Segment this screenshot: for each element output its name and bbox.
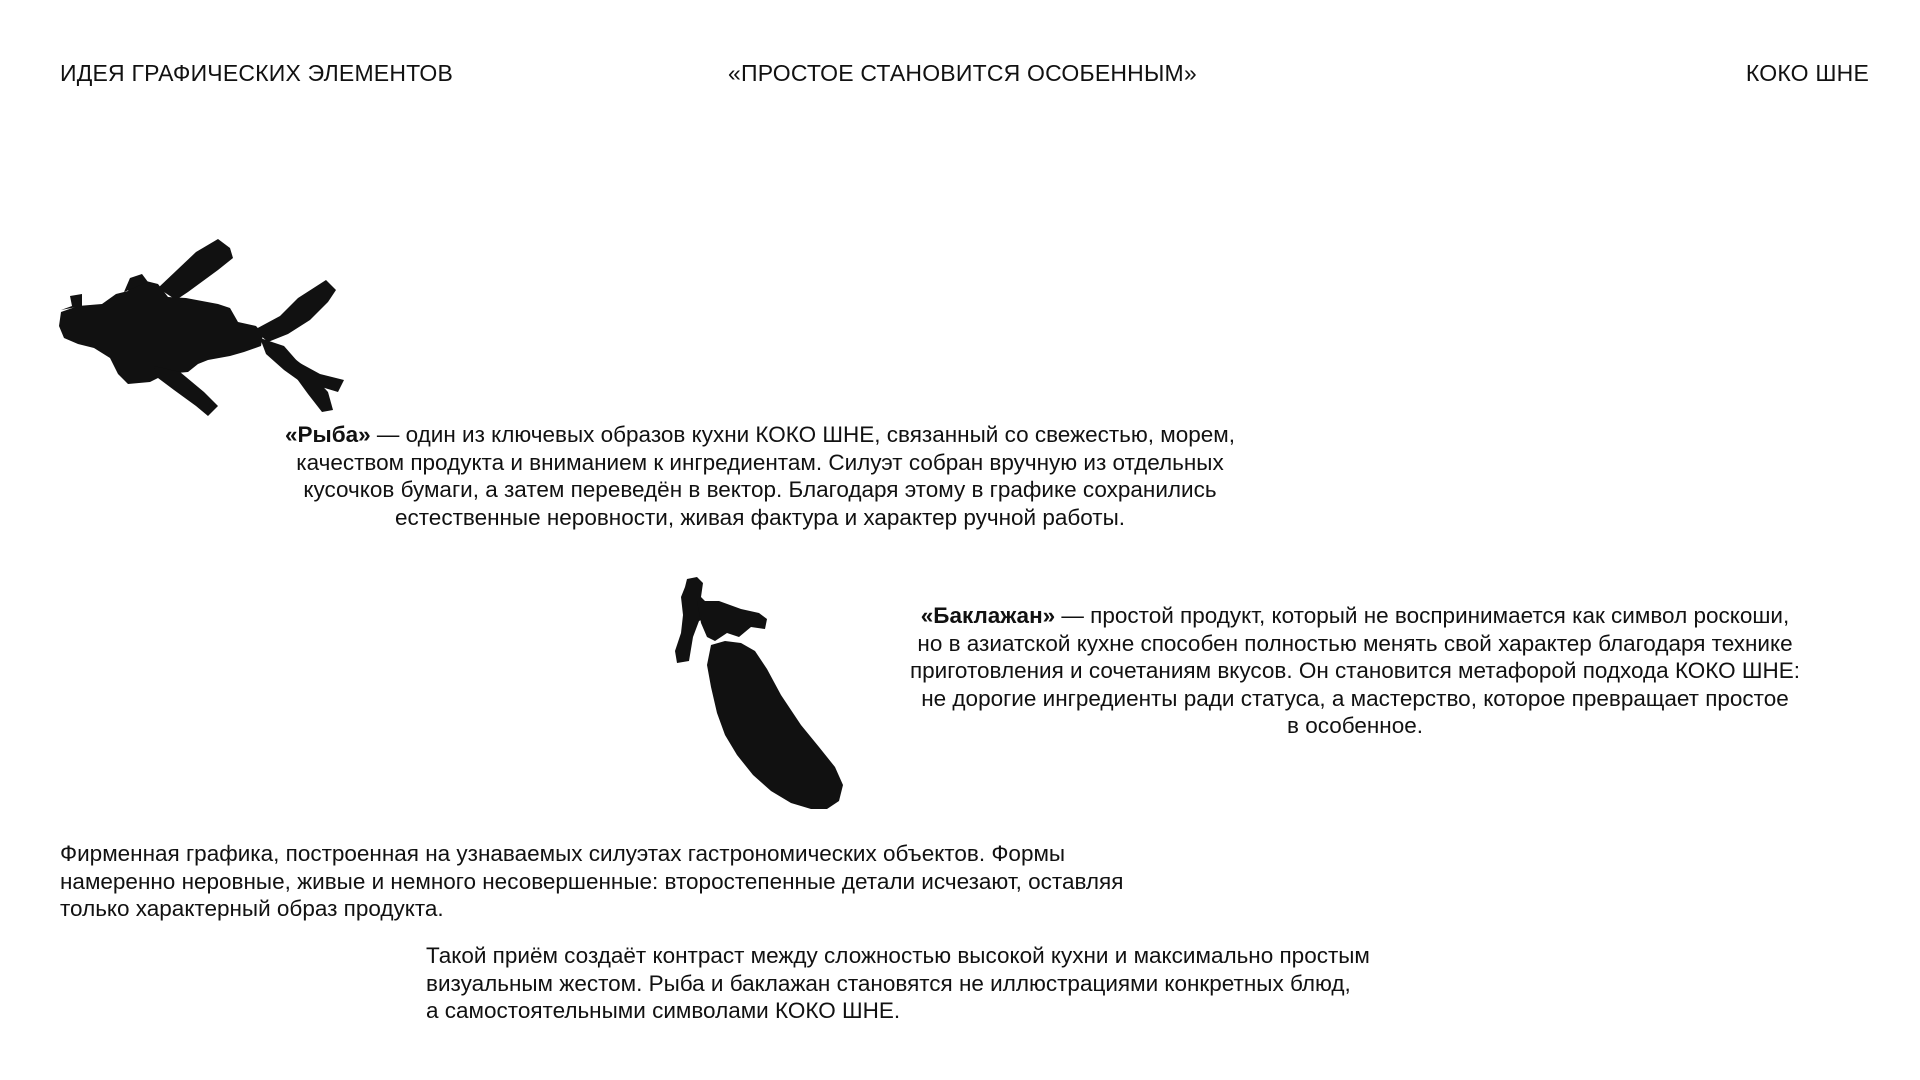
eggplant-line-5: в особенное. <box>1286 713 1423 738</box>
fish-line-4: естественные неровности, живая фактура и характер ручной работы. <box>394 504 1126 530</box>
contrast-line-1: Такой приём создаёт контраст между сложностью высокой кухни и максимально простым <box>426 943 1370 968</box>
brand-name: КОКО ШНЕ <box>1745 60 1869 86</box>
fish-line-2: качеством продукта и вниманием к ингредиентам. Силуэт собран вручную из отдельных <box>296 449 1224 475</box>
fish-line-3: кусочков бумаги, а затем переведён в вектор. Благодаря этому в графике сохранились <box>303 477 1217 502</box>
fish-line-1: — один из ключевых образов кухни КОКО ШНЕ, связанный со свежестью, морем, <box>370 422 1236 447</box>
fish-silhouette-icon <box>58 234 353 444</box>
eggplant-description <box>845 602 1865 740</box>
eggplant-line-2: но в азиатской кухне способен полностью менять свой характер благодаря технике <box>917 630 1793 656</box>
fish-title: «Рыба» <box>284 422 371 447</box>
contrast-line-3: а самостоятельными символами КОКО ШНЕ. <box>426 998 901 1023</box>
contrast-line-2: визуальным жестом. Рыба и баклажан становятся не иллюстрациями конкретных блюд, <box>426 970 1351 996</box>
contrast-description <box>426 942 1546 1025</box>
eggplant-line-3: приготовления и сочетаниям вкусов. Он становится метафорой подхода КОКО ШНЕ: <box>909 658 1801 683</box>
section-title: ИДЕЯ ГРАФИЧЕСКИХ ЭЛЕМЕНТОВ <box>60 60 453 86</box>
eggplant-line-4: не дорогие ингредиенты ради статуса, а мастерство, которое превращает простое <box>921 685 1789 711</box>
brand-line-3: только характерный образ продукта. <box>60 896 444 921</box>
slogan: «ПРОСТОЕ СТАНОВИТСЯ ОСОБЕННЫМ» <box>728 60 1197 86</box>
eggplant-title: «Баклажан» <box>920 603 1056 628</box>
eggplant-line-1: — простой продукт, который не воспринимается как символ роскоши, <box>1055 603 1790 628</box>
brand-graphics-description <box>60 840 1260 923</box>
brand-line-2: намеренно неровные, живые и немного несовершенные: второстепенные детали исчезают, оставляя <box>60 868 1124 894</box>
brand-line-1: Фирменная графика, построенная на узнаваемых силуэтах гастрономических объектов. Формы <box>60 841 1066 866</box>
fish-description <box>230 421 1290 531</box>
